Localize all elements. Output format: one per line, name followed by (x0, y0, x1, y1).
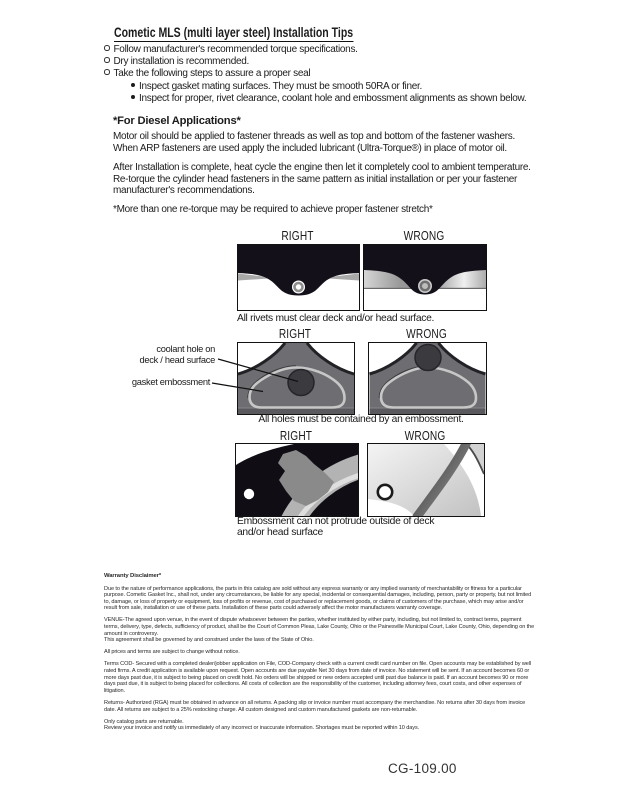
rivet-clearance-wrong-figure (363, 244, 487, 311)
diesel-paragraph-2: After Installation is complete, heat cycle the engine then let it completely cool to ambient temperature. Re-torque the cylinder head fasteners in the same pattern as initial installation or per your fastener manufacturer's recommendations. (113, 162, 531, 197)
rivet-clearance-right-figure (237, 244, 360, 311)
retorque-note: *More than one re-torque may be required to achieve proper fastener stretch* (113, 204, 433, 215)
diesel-heading: *For Diesel Applications* (113, 115, 241, 127)
gasket-embossment-label: gasket embossment (131, 377, 210, 387)
figure-label-right: RIGHT (281, 228, 314, 243)
holes-caption: All holes must be contained by an embossment. (258, 414, 464, 425)
tip-item (104, 56, 574, 68)
embossment-right-figure (235, 443, 359, 517)
embossment-caption-line2: and/or head surface (237, 526, 323, 538)
tip-text: Take the following steps to assure a proper seal (113, 68, 311, 80)
legal-section (104, 573, 536, 737)
page-title: Cometic MLS (multi layer steel) Installation Tips (114, 25, 354, 40)
coolant-hole-icon (288, 370, 314, 396)
rivet-wrong-illustration (364, 245, 486, 310)
warranty-heading: Warranty Disclaimer* (104, 573, 162, 579)
coolant-hole-label-line1: coolant hole on (156, 344, 215, 354)
tip-sub-item (104, 81, 574, 93)
diesel-paragraph-1: Motor oil should be applied to fastener threads as well as top and bottom of the fastener washers. When ARP fasteners are used apply the included lubricant (Ultra-Torque®) in place of motor oil. (113, 131, 515, 154)
legal-paragraph: All prices and terms are subject to change without notice. (104, 649, 240, 656)
bolt-hole-icon (244, 489, 254, 499)
tip-text: Dry installation is recommended. (113, 56, 249, 68)
tips-list (104, 44, 574, 105)
rivet-right-illustration (238, 245, 359, 310)
legal-paragraph: Review your invoice and notify us immediately of any incorrect or inaccurate information. Shortages must be reported within 10 days. (104, 725, 420, 732)
coolant-hole-wrong-figure (368, 342, 487, 415)
figure-label-right: RIGHT (278, 326, 312, 341)
open-bullet-marker (104, 69, 110, 75)
tip-item (104, 44, 574, 56)
bolt-hole-icon (378, 485, 392, 499)
embossment-wrong-illustration (368, 444, 484, 516)
filled-bullet-marker (131, 95, 135, 99)
open-bullet-marker (104, 45, 110, 51)
coolant-hole-right-figure (237, 342, 355, 415)
tip-text: Follow manufacturer's recommended torque specifications. (113, 44, 358, 55)
coolant-hole-label (118, 344, 215, 365)
coolant-right-illustration (238, 343, 354, 414)
tip-sub-item (104, 93, 574, 105)
coolant-hole-icon (415, 345, 441, 371)
tip-item (104, 68, 574, 80)
legal-paragraph: This agreement shall be governed by and construed under the laws of the State of Ohio. (104, 637, 314, 644)
rivet-caption: All rivets must clear deck and/or head surface. (237, 313, 435, 324)
embossment-wrong-figure (367, 443, 485, 517)
legal-paragraph: Due to the nature of performance applications, the parts in this catalog are sold without any express warranty or any implied warranty of merchantability or fitness for a particular purpose. Cometic Gasket Inc., shall not, under any circumstances, be liable for any special, incidental or consequential damages, including, person, party or property, but not limited to, damage, or loss of property or equipment, loss of profits or revenue, cost of purchased or replacement goods, or claims of customers of the purchase, which may arise and/or result from sale, installation or use of these parts. Installation of these parts could adversely affect the motor manufacturers warranty coverage. (104, 585, 532, 612)
embossment-right-illustration (236, 444, 358, 516)
figure-label-wrong: WRONG (404, 428, 446, 443)
embossment-caption (237, 517, 434, 539)
tip-text: Inspect for proper, rivet clearance, coolant hole and embossment alignments as shown below. (139, 92, 527, 104)
legal-paragraph: Terms COD- Secured with a completed dealer/jobber application on File, COD-Company check with a current credit card number on file. Open accounts may be established by well rated firms. A credit application is available upon request. Open accounts are due payable Net 30 days from date of invoice. No statement will be sent. If an account becomes 60 or more days past due, it is subject to being placed on credit hold. No orders will be shipped or new orders accepted until past due balance is paid. If an account becomes 90 or more days past due, it is subject to being placed for collections. All costs of collection are the responsibility of the customer, including attorney fees, court costs, and other expenses of litigation. (104, 661, 532, 694)
coolant-hole-label-line2: deck / head surface (139, 354, 215, 365)
doc-number: CG-109.00 (388, 761, 457, 776)
embossment-caption-line1: Embossment can not protrude outside of deck (237, 516, 435, 527)
legal-paragraph: Only catalog parts are returnable. (104, 718, 184, 725)
open-bullet-marker (104, 57, 110, 63)
figure-label-wrong: WRONG (403, 228, 445, 243)
figure-label-right: RIGHT (279, 428, 313, 443)
tip-text: Inspect gasket mating surfaces. They must be smooth 50RA or finer. (139, 80, 422, 92)
figure-label-wrong: WRONG (406, 326, 447, 341)
legal-paragraph: Returns- Authorized (RGA) must be obtained in advance on all returns. A packing slip or invoice number must accompany the merchandise. No returns after 30 days from invoice date. All returns are subject to a 25% restocking charge. All custom designed and custom manufactured gaskets are non-returnable. (104, 699, 526, 713)
coolant-wrong-illustration (369, 343, 486, 414)
legal-paragraph: VENUE-The agreed upon venue, in the event of dispute whatsoever between the parties, whether instituted by either party, including, but not limited to, contract terms, payment terms, delivery, type, defects, sufficiency of product, shall be the Court of Common Pleas, Lake County, Ohio or the Painesville Municipal Court, Lake County, Ohio, depending on the amount in controversy. (104, 617, 535, 637)
filled-bullet-marker (131, 83, 135, 87)
